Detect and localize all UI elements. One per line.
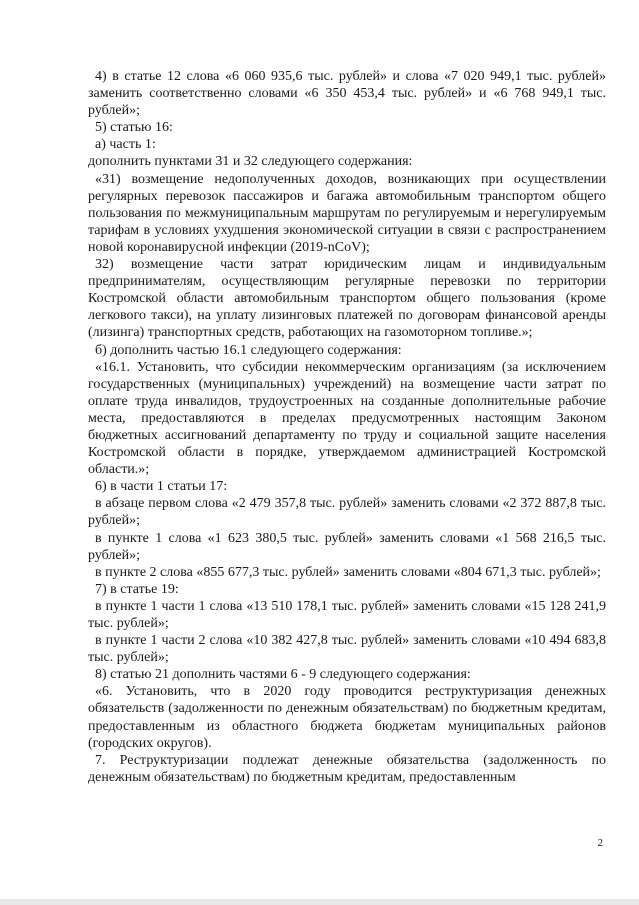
paragraph-art21-part6: «6. Установить, что в 2020 году проводится реструктуризация денежных обязательств (задолженности по денежным обязательствам) по бюджетным кредитам, предоставленным из областного бюджета бюджетам муниципальных районов (городских округов). (88, 684, 606, 751)
paragraph-point32: 32) возмещение части затрат юридическим лицам и индивидуальным предпринимателям, осуществляющим регулярные перевозки по территории Костромской области автомобильным транспортом общего пользования (кроме легкового такси), на уплату лизинговых платежей по договорам финансовой аренды (лизинга) транспортных средств, работающих на газомоторном топливе.»; (88, 257, 606, 341)
paragraph-art21: 8) статью 21 дополнить частями 6 - 9 следующего содержания: (95, 667, 471, 683)
paragraph-add-points: дополнить пунктами 31 и 32 следующего содержания: (88, 154, 413, 170)
paragraph-art12: 4) в статье 12 слова «6 060 935,6 тыс. рублей» и слова «7 020 949,1 тыс. рублей» заменить соответственно словами «6 350 453,4 тыс. рублей» и «6 768 949,1 тыс. рублей»; (88, 69, 606, 119)
page-number: 2 (597, 837, 603, 849)
paragraph-part16-1: б) дополнить частью 16.1 следующего содержания: (95, 342, 402, 358)
paragraph-art17-p1: в пункте 1 слова «1 623 380,5 тыс. рублей» заменить словами «1 568 216,5 тыс. рублей»; (88, 530, 606, 563)
paragraph-point31: «31) возмещение недополученных доходов, возникающих при осуществлении регулярных перевозок пассажиров и багажа автомобильным транспортом общего пользования по межмуниципальным маршрутам по регулируемым и нерегулируемым тарифам в условиях ухудшения экономической ситуации в связи с распространением новой коронавирусной инфекции (2019-nCoV); (88, 171, 606, 255)
paragraph-art19-part1: в пункте 1 части 1 слова «13 510 178,1 тыс. рублей» заменить словами «15 128 241,9 тыс. рублей»; (88, 598, 606, 631)
paragraph-art19: 7) в статье 19: (95, 581, 179, 597)
paragraph-art16: 5) статью 16: (95, 120, 173, 136)
paragraph-16-1-text: «16.1. Установить, что субсидии некоммерческим организациям (за исключением государственных (муниципальных) учреждений) на возмещение части затрат по оплате труда инвалидов, трудоустроенных на созданные дополнительные рабочие места, предоставляются в пределах предусмотренных настоящим Законом бюджетных ассигнований департаменту по труду и социальной защите населения Костромской области в порядке, утверждаемом администрацией Костромской области.»; (88, 359, 606, 478)
page-bottom-edge (0, 899, 639, 905)
paragraph-art17-p2: в пункте 2 слова «855 677,3 тыс. рублей» заменить словами «804 671,3 тыс. рублей»; (95, 564, 601, 580)
paragraph-art21-part7: 7. Реструктуризации подлежат денежные обязательства (задолженность по денежным обязательствам) по бюджетным кредитам, предоставленным (88, 752, 606, 785)
paragraph-art17: 6) в части 1 статьи 17: (95, 479, 228, 495)
paragraph-art19-part2: в пункте 1 части 2 слова «10 382 427,8 тыс. рублей» заменить словами «10 494 683,8 тыс. рублей»; (88, 633, 606, 666)
paragraph-art17-abz1: в абзаце первом слова «2 479 357,8 тыс. рублей» заменить словами «2 372 887,8 тыс. рублей»; (88, 496, 606, 529)
paragraph-part1: а) часть 1: (95, 137, 156, 153)
